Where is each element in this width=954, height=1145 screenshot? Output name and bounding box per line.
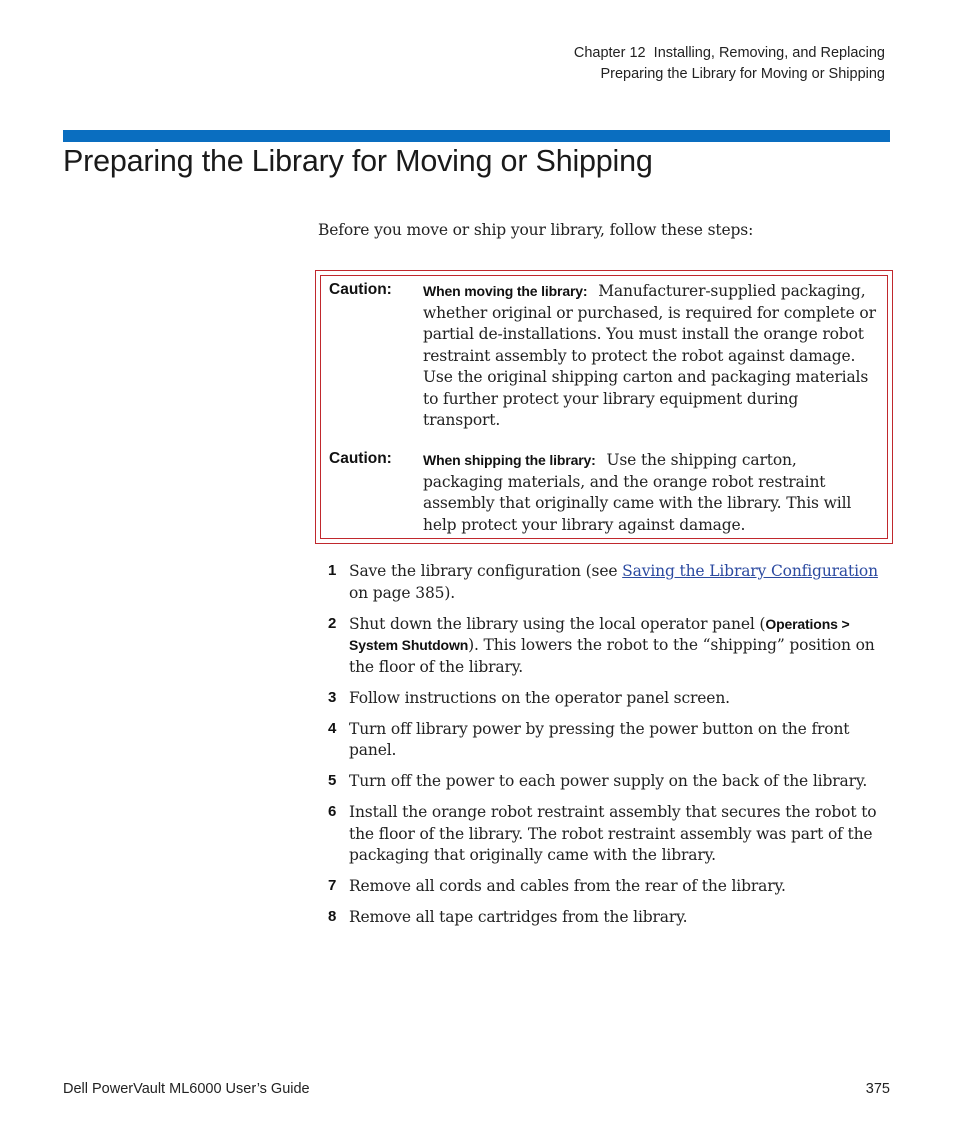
step-text	[349, 614, 888, 679]
step-text-part: ). This lowers the robot to the “shipping” position on the floor of the library.	[349, 636, 875, 676]
caution-text: Use the shipping carton, packaging materials, and the orange robot restraint assembly that originally came with the library. This will help protect your library against damage.	[423, 451, 852, 534]
saving-library-configuration-link[interactable]: Saving the Library Configuration	[622, 562, 878, 580]
caution-lead: When shipping the library:	[423, 452, 596, 468]
step-item	[328, 907, 888, 929]
step-text	[349, 561, 888, 604]
step-number: 7	[328, 877, 337, 894]
footer-page-number: 375	[865, 1081, 890, 1097]
caution-body	[423, 281, 879, 432]
ui-menu-path: Operations > System Shutdown	[349, 615, 850, 653]
header-chapter: Chapter 12 Installing, Removing, and Replacing	[573, 45, 885, 61]
step-item	[328, 876, 888, 898]
footer-guide-title: Dell PowerVault ML6000 User’s Guide	[63, 1081, 310, 1097]
step-item	[328, 771, 888, 793]
header-section: Preparing the Library for Moving or Shipping	[600, 65, 885, 82]
step-text: Remove all tape cartridges from the library.	[349, 908, 688, 926]
step-item	[328, 802, 888, 867]
steps-list	[328, 561, 888, 938]
caution-body	[423, 450, 879, 536]
step-number: 1	[328, 562, 337, 579]
step-text-part: Save the library configuration (see	[349, 562, 623, 580]
step-text: Turn off library power by pressing the power button on the front panel.	[349, 719, 850, 759]
step-text-part: Shut down the library using the local operator panel (	[349, 614, 766, 633]
step-text: Turn off the power to each power supply on the back of the library.	[349, 772, 868, 790]
step-text-part: on page 385).	[349, 583, 456, 602]
step-number: 8	[328, 908, 337, 925]
caution-text: Manufacturer-supplied packaging, whether original or purchased, is required for complete or partial de-installations. You must install the orange robot restraint assembly to protect the robot against damage. Use the original shipping carton and packaging materials to further protect your library equipment during transport.	[423, 282, 876, 429]
caution-label: Caution:	[329, 450, 392, 467]
running-header	[574, 43, 885, 84]
step-item	[328, 614, 888, 679]
step-item	[328, 561, 888, 604]
step-item	[328, 688, 888, 710]
step-number: 4	[328, 719, 337, 737]
step-number: 2	[328, 614, 337, 632]
step-number: 3	[328, 688, 337, 706]
step-text: Follow instructions on the operator panel screen.	[349, 688, 730, 707]
step-number: 6	[328, 803, 337, 820]
intro-paragraph: Before you move or ship your library, follow these steps:	[318, 221, 754, 239]
step-item	[328, 719, 888, 762]
step-number: 5	[328, 772, 337, 789]
caution-lead: When moving the library:	[423, 283, 588, 299]
step-text: Remove all cords and cables from the rear of the library.	[349, 877, 786, 895]
page-title: Preparing the Library for Moving or Shipping	[63, 144, 653, 178]
caution-label: Caution:	[329, 281, 392, 298]
step-text: Install the orange robot restraint assembly that secures the robot to the floor of the library. The robot restraint assembly was part of the packaging that originally came with the library.	[349, 803, 877, 864]
